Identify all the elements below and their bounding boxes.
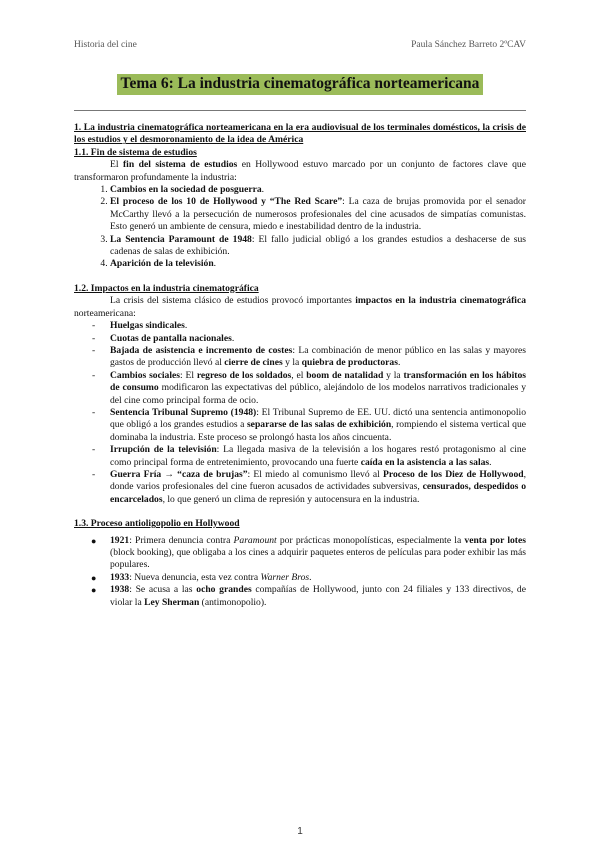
page-number: 1 xyxy=(297,826,303,837)
bullet-marker: - xyxy=(92,444,96,456)
item-text: . xyxy=(261,184,265,196)
item-bold: 1921 xyxy=(110,534,130,546)
list-item xyxy=(74,584,526,609)
item-text: (antimonopolio). xyxy=(199,596,267,608)
bullet-marker: - xyxy=(92,369,96,381)
header-course: Historia del cine xyxy=(74,40,137,50)
item-bold: Cambios en la sociedad de posguerra xyxy=(110,184,262,196)
item-text: : Se acusa a las xyxy=(129,584,197,596)
item-bold: separarse de las salas de exhibición xyxy=(246,419,392,431)
list-item xyxy=(110,184,526,196)
item-bold: Sentencia Tribunal Supremo (1948) xyxy=(110,406,257,418)
bullet-marker: - xyxy=(92,344,96,356)
item-text: . xyxy=(184,320,188,332)
section-1-heading: 1. La industria cinematográfica norteamericana en la era audiovisual de los terminales domésticos, la crisis de los estudios y el desmoronamiento de la idea de América xyxy=(74,122,526,146)
item-text: y la xyxy=(282,357,302,369)
list-item xyxy=(74,535,526,572)
list-item xyxy=(74,333,526,345)
intro-text: norteamericana: xyxy=(74,307,136,319)
item-bold: Aparición de la televisión xyxy=(110,258,214,270)
list-item xyxy=(74,444,526,469)
item-text: : Primera denuncia contra xyxy=(129,534,234,546)
list-item xyxy=(74,345,526,370)
antioligopoly-list xyxy=(74,535,526,609)
item-text: , lo que generó un clima de represión y autocensura en la industria. xyxy=(162,493,420,505)
bullet-marker: - xyxy=(92,468,96,480)
bullet-marker: ● xyxy=(91,585,97,596)
list-item xyxy=(110,196,526,233)
subsection-1-1-intro xyxy=(74,159,526,184)
item-text: por prácticas monopolísticas, especialmente la xyxy=(276,534,465,546)
subsection-1-3-heading: 1.3. Proceso antioligopolio en Hollywood xyxy=(74,518,240,530)
title-divider xyxy=(74,110,526,111)
item-bold: ocho grandes xyxy=(196,584,252,596)
item-bold: 1933 xyxy=(110,571,130,583)
impacts-list xyxy=(74,320,526,506)
item-bold: boom de natalidad xyxy=(306,369,384,381)
item-text: : El Tribunal Supremo de EE. UU. dictó una sentencia antimonopolio que obligó a los grandes estudios a xyxy=(110,406,526,431)
bullet-marker: ● xyxy=(91,535,97,546)
intro-text: La crisis del sistema clásico de estudios provocó importantes xyxy=(110,295,356,307)
subsection-1-1-heading: 1.1. Fin de sistema de estudios xyxy=(74,146,197,158)
item-bold: censurados, despedidos o encarcelados xyxy=(110,481,526,505)
item-text: , el xyxy=(291,369,307,381)
factors-list xyxy=(74,184,526,271)
item-text: y la xyxy=(383,369,404,381)
item-bold: 1938 xyxy=(110,584,130,596)
list-item xyxy=(74,370,526,407)
list-item xyxy=(110,258,526,270)
intro-bold: fin del sistema de estudios xyxy=(122,159,238,171)
item-text: . xyxy=(231,332,235,344)
intro-text: El xyxy=(110,159,123,171)
bullet-marker: - xyxy=(92,320,96,332)
item-text: : El fallo judicial obligó a los grandes estudios a deshacerse de sus cadenas de salas de exhibición. xyxy=(110,233,526,258)
bullet-marker: - xyxy=(92,332,96,344)
item-bold: quiebra de productoras xyxy=(301,357,398,369)
item-bold: regreso de los soldados xyxy=(196,369,292,381)
item-bold: Ley Sherman xyxy=(144,596,200,608)
header-author: Paula Sánchez Barreto 2ºCAV xyxy=(411,40,526,50)
item-text: modificaron las expectativas del público, alejándolo de los modelos narrativos tradicionales y del cine como principal forma de ocio. xyxy=(110,382,526,406)
document-body xyxy=(74,122,526,609)
item-bold: La Sentencia Paramount de 1948 xyxy=(110,233,252,245)
title-container xyxy=(0,74,600,95)
bullet-marker: ● xyxy=(91,572,97,583)
item-text: . xyxy=(489,456,492,468)
item-text: (block booking), que obligaba a los cines a adquirir paquetes enteros de películas para poder exhibir las más populares. xyxy=(110,547,526,571)
item-bold: Irrupción de la televisión xyxy=(110,444,217,456)
item-text: compañías de Hollywood, junto con 24 filiales y 133 directivos, de violar la xyxy=(110,584,526,608)
item-bold: Proceso de los Diez de Hollywood xyxy=(383,468,524,480)
item-text: : El xyxy=(179,369,197,381)
item-bold: El proceso de los 10 de Hollywood y “The Red Scare” xyxy=(110,196,343,208)
item-bold: venta por lotes xyxy=(464,534,526,546)
item-text: : La llegada masiva de la televisión a los hogares restó protagonismo al cine como principal forma de entretenimiento, provocando una fuerte xyxy=(110,444,526,468)
item-bold: cierre de cines xyxy=(224,357,283,369)
list-item xyxy=(110,234,526,259)
list-item xyxy=(74,469,526,506)
item-bold: Bajada de asistencia e incremento de costes xyxy=(110,344,293,356)
intro-text: en Hollywood estuvo marcado por un conjunto de factores clave que transformaron profundamente la industria: xyxy=(74,159,526,183)
subsection-1-2-intro xyxy=(74,295,526,320)
item-bold: Guerra Fría → “caza de brujas” xyxy=(110,468,248,480)
list-item xyxy=(74,407,526,444)
item-text: . xyxy=(213,258,217,270)
subsection-1-2-heading: 1.2. Impactos en la industria cinematográfica xyxy=(74,282,259,294)
item-text: : Nueva denuncia, esta vez contra xyxy=(129,571,261,583)
item-text: : La combinación de menor público en las salas y mayores gastos de producción llevó al xyxy=(110,344,527,369)
item-italic: Paramount xyxy=(233,534,277,546)
item-text: : El miedo al comunismo llevó al xyxy=(247,468,383,480)
item-bold: Huelgas sindicales xyxy=(110,320,185,332)
item-text: : La caza de brujas promovida por el senador McCarthy llevó a la persecución de numerosos profesionales del cine acusados de simpatías comunistas. Esto generó un ambiente de censura, miedo e inestabilidad dentro de la industria. xyxy=(110,196,526,233)
item-bold: Cambios sociales xyxy=(110,369,180,381)
document-title: Tema 6: La industria cinematográfica norteamericana xyxy=(117,74,484,95)
item-text: , donde varios profesionales del cine fueron acusados de actividades subversivas, xyxy=(110,468,526,493)
intro-bold: impactos en la industria cinematográfica xyxy=(355,295,526,307)
item-bold: transformación en los hábitos de consumo xyxy=(110,369,526,394)
item-bold: caída en la asistencia a las salas xyxy=(360,456,490,468)
list-item xyxy=(74,572,526,584)
list-item xyxy=(74,320,526,332)
item-bold: Cuotas de pantalla nacionales xyxy=(110,332,232,344)
item-italic: Warner Bros xyxy=(260,571,310,583)
item-text: , rompiendo el sistema vertical que dominaba la industria. Este proceso se prolongó hasta los años cincuenta. xyxy=(110,419,527,443)
item-text: . xyxy=(397,357,401,369)
item-text: . xyxy=(309,571,312,583)
bullet-marker: - xyxy=(92,406,96,418)
